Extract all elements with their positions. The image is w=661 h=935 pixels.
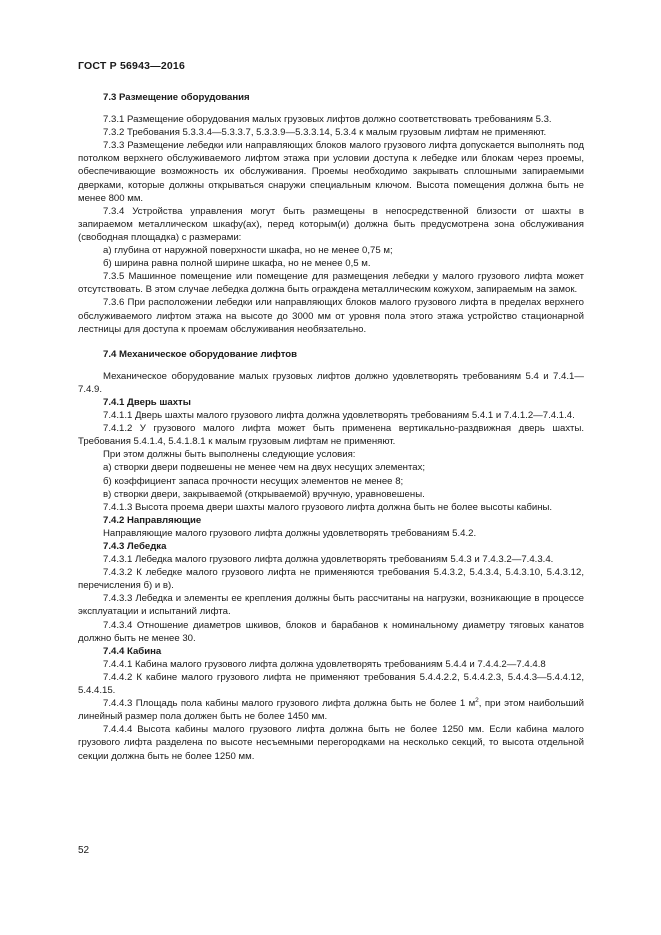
section-heading-7-3: 7.3 Размещение оборудования	[103, 92, 250, 103]
document-code: ГОСТ Р 56943—2016	[78, 60, 186, 72]
paragraph-7-3-3: 7.3.3 Размещение лебедки или направляющих блоков малого грузового лифта допускается выполнять под потолком верхнего обслуживаемого лифтом этажа при условии доступа к лебедке или блокам через проемы, обеспечивающие возможность их обслуживания. Проемы необходимо закрывать сплошными запираемыми дверками, которые должны открываться снаружи специальным ключом. Высота помещения должна быть не менее 800 мм.	[78, 140, 584, 204]
paragraph-7-4-2: Направляющие малого грузового лифта должны удовлетворять требованиям 5.4.2.	[103, 527, 477, 539]
paragraph-7-4-3-3: 7.4.3.3 Лебедка и элементы ее крепления должны быть рассчитаны на нагрузки, возникающие в процессе эксплуатации и испытаний лифта.	[78, 593, 584, 618]
subheading-7-4-1: 7.4.1 Дверь шахты	[103, 396, 191, 408]
paragraph-7-4-1-2-conditions: При этом должны быть выполнены следующие условия:	[103, 449, 356, 461]
paragraph-7-4-4-4: 7.4.4.4 Высота кабины малого грузового лифта должна быть не более 1250 мм. Если кабина малого грузового лифта разделена по высоте несъемными перегородками на несколько секций, то высота отдельной секции должна быть не более 1250 мм.	[78, 724, 584, 762]
paragraph-7-4-4-2: 7.4.4.2 К кабине малого грузового лифта не применяют требования 5.4.4.2.2, 5.4.4.2.3, 5.4.4.3—5.4.4.12, 5.4.4.15.	[78, 671, 584, 697]
paragraph-7-4-1-1: 7.4.1.1 Дверь шахты малого грузового лифта должна удовлетворять требованиям 5.4.1 и 7.4.1.2—7.4.1.4.	[103, 410, 575, 422]
paragraph-7-3-6: 7.3.6 При расположении лебедки или направляющих блоков малого грузового лифта в пределах верхнего обслуживаемого лифтом этажа на высоте до 3000 мм от уровня пола этого этажа устройство стационарной лестницы для доступа к проемам обслуживания необязательно.	[78, 297, 584, 335]
paragraph-7-4-4-3-text: 7.4.4.3 Площадь пола кабины малого грузового лифта должна быть не более 1 м	[103, 698, 476, 710]
paragraph-7-4-intro: Механическое оборудование малых грузовых лифтов должно удовлетворять требованиям 5.4 и 7.4.1—7.4.9.	[78, 370, 584, 395]
page-number: 52	[78, 845, 90, 856]
subheading-7-4-2: 7.4.2 Направляющие	[103, 514, 202, 526]
list-item-b: б) коэффициент запаса прочности несущих элементов не менее 8;	[103, 475, 404, 487]
paragraph-7-4-3-1: 7.4.3.1 Лебедка малого грузового лифта должна удовлетворять требованиям 5.4.3 и 7.4.3.2—7.4.3.4.	[103, 554, 554, 566]
page-body	[78, 91, 584, 763]
section-heading-7-4: 7.4 Механическое оборудование лифтов	[103, 348, 298, 360]
paragraph-7-4-1-3: 7.4.1.3 Высота проема двери шахты малого грузового лифта должна быть не более высоты кабины.	[103, 501, 553, 513]
list-item-a: а) глубина от наружной поверхности шкафа, но не менее 0,75 м;	[103, 245, 393, 257]
paragraph-7-4-4-1: 7.4.4.1 Кабина малого грузового лифта должна удовлетворять требованиям 5.4.4 и 7.4.4.2—7.4.4.8	[103, 658, 546, 670]
paragraph-7-3-4: 7.3.4 Устройства управления могут быть размещены в непосредственной близости от шахты в запираемом металлическом шкафу(ах), перед которым(и) должна быть предусмотрена зона обслуживания (свободная площадка) с размерами:	[78, 205, 584, 243]
square-superscript: 2	[475, 696, 479, 704]
paragraph-7-3-5: 7.3.5 Машинное помещение или помещение для размещения лебедки у малого грузового лифта может отсутствовать. В этом случае лебедка должна быть ограждена металлическим кожухом, запираемым на замок.	[78, 271, 584, 296]
paragraph-7-3-2: 7.3.2 Требования 5.3.3.4—5.3.3.7, 5.3.3.9—5.3.3.14, 5.3.4 к малым грузовым лифтам не применяют.	[103, 127, 547, 139]
list-item-a: а) створки двери подвешены не менее чем на двух несущих элементах;	[103, 462, 426, 474]
paragraph-7-4-3-2: 7.4.3.2 К лебедке малого грузового лифта не применяются требования 5.4.3.2, 5.4.3.4, 5.4.3.10, 5.4.3.12, перечисления б) и в).	[78, 567, 584, 592]
subheading-7-4-3: 7.4.3 Лебедка	[103, 541, 167, 552]
subheading-7-4-4: 7.4.4 Кабина	[103, 645, 162, 657]
paragraph-7-4-3-4: 7.4.3.4 Отношение диаметров шкивов, блоков и барабанов к номинальному диаметру тяговых канатов должно быть не менее 30.	[78, 619, 584, 644]
list-item-c: в) створки двери, закрываемой (открываемой) вручную, уравновешены.	[103, 488, 425, 500]
paragraph-7-4-4-3-text-end: , при этом наибольший линейный размер пола должен быть не более 1450 мм.	[78, 698, 584, 723]
paragraph-7-3-1: 7.3.1 Размещение оборудования малых грузовых лифтов должно соответствовать требованиям 5.3.	[103, 114, 552, 126]
list-item-b: б) ширина равна полной ширине шкафа, но не менее 0,5 м.	[103, 258, 371, 270]
paragraph-7-4-1-2: 7.4.1.2 У грузового малого лифта может быть применена вертикально-раздвижная дверь шахты. Требования 5.4.1.4, 5.4.1.8.1 к малым грузовым лифтам не применяют.	[78, 423, 584, 448]
paragraph-7-4-4-3	[78, 697, 584, 723]
